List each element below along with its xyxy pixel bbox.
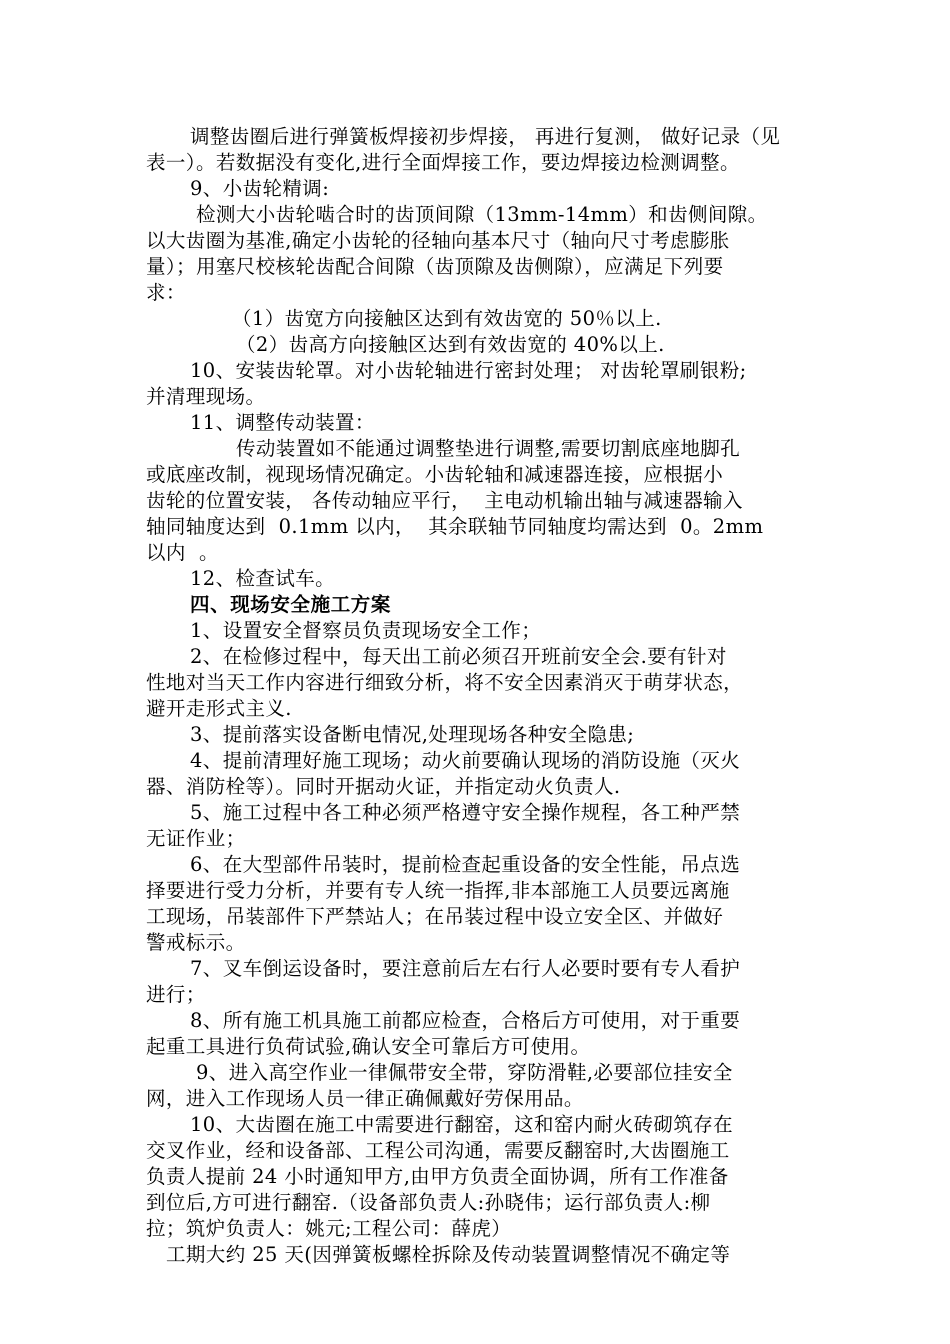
list-item: 9、进入高空作业一律佩带安全带，穿防滑鞋,必要部位挂安全: [196, 1061, 733, 1084]
list-item: （1）齿宽方向接触区达到有效齿宽的 50％以上.: [232, 307, 662, 330]
text-line: 拉；筑炉负责人：姚元;工程公司：薛虎）: [146, 1217, 512, 1240]
text-line: 工现场，吊装部件下严禁站人；在吊装过程中设立安全区、并做好: [146, 905, 724, 928]
chapter-heading: 四、现场安全施工方案: [190, 593, 392, 616]
text-line: 表一）。若数据没有变化,进行全面焊接工作，要边焊接边检测调整。: [146, 151, 740, 174]
list-item: 6、在大型部件吊装时，提前检查起重设备的安全性能，吊点选: [190, 853, 741, 876]
text-line: 器、消防栓等）。同时开据动火证，并指定动火负责人.: [146, 775, 621, 798]
text-line: 并清理现场。: [146, 385, 266, 408]
text-line: 工期大约 25 天(因弹簧板螺栓拆除及传动装置调整情况不确定等: [166, 1243, 731, 1266]
list-item: 4、提前清理好施工现场；动火前要确认现场的消防设施（灭火: [190, 749, 741, 772]
list-item: 8、所有施工机具施工前都应检查，合格后方可使用，对于重要: [190, 1009, 741, 1032]
text-line: 传动装置如不能通过调整垫进行调整,需要切割底座地脚孔: [236, 437, 741, 460]
list-item: 2、在检修过程中，每天出工前必须召开班前安全会.要有针对: [190, 645, 727, 668]
list-item: 3、提前落实设备断电情况,处理现场各种安全隐患;: [190, 723, 635, 746]
text-line: 以内 。: [146, 541, 219, 564]
text-line: 无证作业；: [146, 827, 246, 850]
text-line: 量）；用塞尺校核轮齿配合间隙（齿顶隙及齿侧隙），应满足下列要: [146, 255, 724, 278]
list-item: 1、设置安全督察员负责现场安全工作；: [190, 619, 542, 642]
text-line: 或底座改制，视现场情况确定。小齿轮轴和减速器连接，应根据小: [146, 463, 724, 486]
text-line: 求：: [146, 281, 186, 304]
text-line: 调整齿圈后进行弹簧板焊接初步焊接， 再进行复测， 做好记录（见: [190, 125, 781, 148]
text-line: 交叉作业，经和设备部、工程公司沟通，需要反翻窑时,大齿圈施工: [146, 1139, 730, 1162]
section-heading: 12、检查试车。: [190, 567, 336, 590]
text-line: 警戒标示。: [146, 931, 246, 954]
list-item: 7、叉车倒运设备时，要注意前后左右行人必要时要有专人看护: [190, 957, 741, 980]
text-line: 齿轮的位置安装， 各传动轴应平行， 主电动机输出轴与减速器输入: [146, 489, 743, 512]
list-item: 5、施工过程中各工种必须严格遵守安全操作规程，各工种严禁: [190, 801, 741, 824]
text-line: 起重工具进行负荷试验,确认安全可靠后方可使用。: [146, 1035, 591, 1058]
section-heading: 10、安装齿轮罩。对小齿轮轴进行密封处理； 对齿轮罩刷银粉;: [190, 359, 747, 382]
text-line: 进行；: [146, 983, 206, 1006]
text-line: 择要进行受力分析，并要有专人统一指挥,非本部施工人员要远离施: [146, 879, 730, 902]
text-line: 到位后,方可进行翻窑.（设备部负责人:孙晓伟；运行部负责人:柳: [146, 1191, 711, 1214]
text-line: 性地对当天工作内容进行细致分析，将不安全因素消灭于萌芽状态，: [146, 671, 744, 694]
list-item: 10、大齿圈在施工中需要进行翻窑，这和窑内耐火砖砌筑存在: [190, 1113, 734, 1136]
section-heading: 9、小齿轮精调:: [190, 177, 330, 200]
list-item: （2）齿高方向接触区达到有效齿宽的 40%以上.: [236, 333, 665, 356]
text-line: 负责人提前 24 小时通知甲方,由甲方负责全面协调，所有工作准备: [146, 1165, 729, 1188]
text-line: 避开走形式主义.: [146, 697, 292, 720]
text-line: 轴同轴度达到 0.1mm 以内， 其余联轴节同轴度均需达到 0。2mm: [146, 515, 764, 538]
text-line: 网，进入工作现场人员一律正确佩戴好劳保用品。: [146, 1087, 584, 1110]
section-heading: 11、调整传动装置：: [190, 411, 375, 434]
text-line: 检测大小齿轮啮合时的齿顶间隙（13mm-14mm）和齿侧间隙。: [196, 203, 768, 226]
text-line: 以大齿圈为基准,确定小齿轮的径轴向基本尺寸（轴向尺寸考虑膨胀: [146, 229, 730, 252]
